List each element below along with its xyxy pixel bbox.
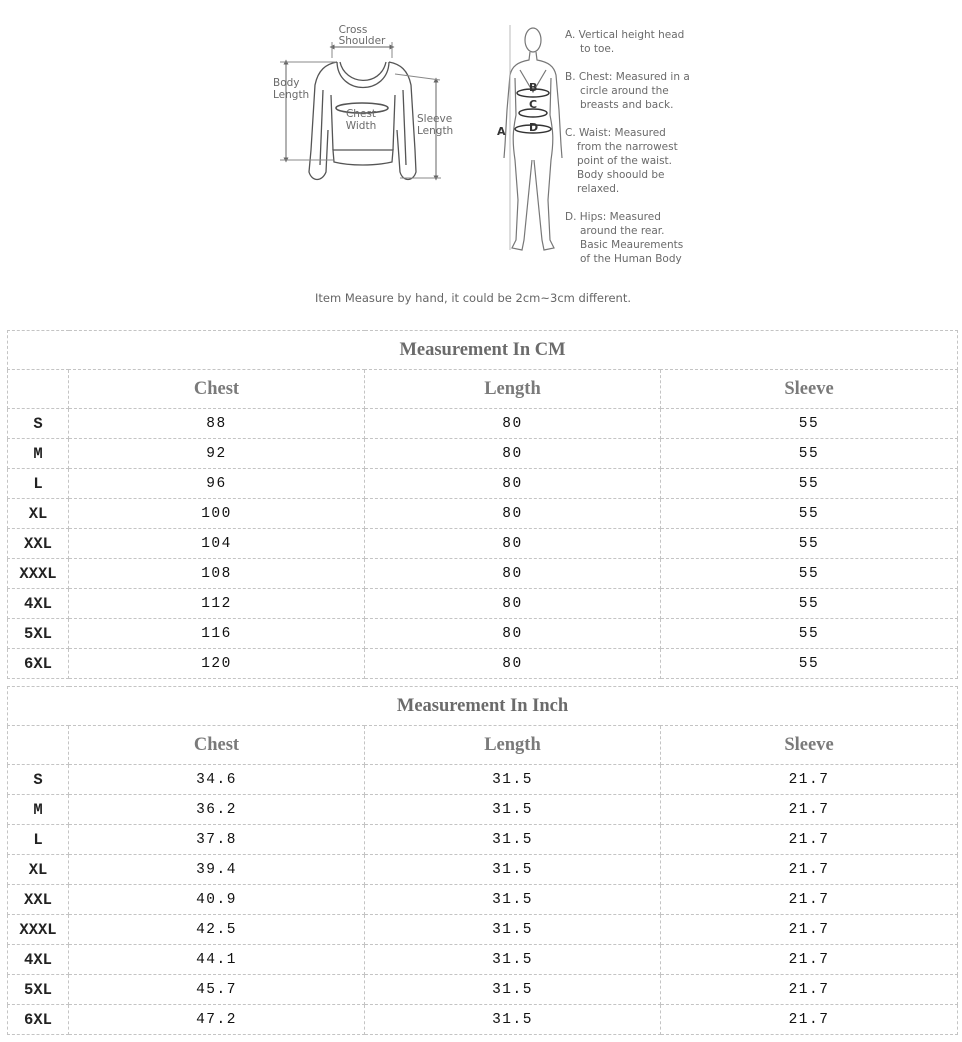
size-cell: 6XL (8, 1005, 69, 1035)
sleeve-cell: 55 (661, 499, 958, 529)
body-length-label-1: Body (273, 77, 300, 89)
note-c-4: Body shoould be (577, 169, 665, 181)
table-row (8, 795, 958, 825)
letter-c: C (529, 98, 538, 111)
note-d-1: D. Hips: Measured (565, 211, 661, 223)
note-c-1: C. Waist: Measured (565, 127, 666, 139)
table-row (8, 945, 958, 975)
length-cell: 80 (365, 439, 661, 469)
table-row (8, 915, 958, 945)
length-cell: 80 (365, 649, 661, 679)
chest-cell: 44.1 (69, 945, 365, 975)
chest-cell: 40.9 (69, 885, 365, 915)
note-c-3: point of the waist. (577, 155, 673, 167)
table-row (8, 469, 958, 499)
sleeve-cell: 21.7 (661, 915, 958, 945)
sleeve-cell: 55 (661, 529, 958, 559)
sleeve-cell: 21.7 (661, 885, 958, 915)
note-b-3: breasts and back. (580, 99, 674, 111)
chest-cell: 120 (69, 649, 365, 679)
table-title: Measurement In Inch (8, 687, 958, 726)
cm-table-body (8, 409, 958, 679)
header-chest: Chest (69, 726, 365, 765)
sleeve-cell: 55 (661, 439, 958, 469)
chest-cell: 96 (69, 469, 365, 499)
note-d-2: around the rear. (580, 225, 665, 237)
chest-cell: 34.6 (69, 765, 365, 795)
chest-cell: 92 (69, 439, 365, 469)
chest-cell: 112 (69, 589, 365, 619)
sleeve-length-label-1: Sleeve (417, 113, 453, 125)
chest-cell: 37.8 (69, 825, 365, 855)
note-a-1: A. Vertical height head (565, 29, 685, 41)
body-length-label-2: Length (273, 89, 310, 101)
note-b-1: B. Chest: Measured in a (565, 71, 690, 83)
cross-shoulder-label-1: Cross (338, 24, 368, 36)
corner-cell (8, 370, 69, 409)
sleeve-cell: 55 (661, 469, 958, 499)
size-cell: XL (8, 499, 69, 529)
table-row (8, 589, 958, 619)
size-cell: L (8, 825, 69, 855)
note-c-2: from the narrowest (577, 141, 678, 153)
table-row (8, 855, 958, 885)
chest-width-label-2: Width (345, 120, 377, 132)
length-cell: 80 (365, 469, 661, 499)
chest-cell: 42.5 (69, 915, 365, 945)
length-cell: 31.5 (365, 975, 661, 1005)
table-row (8, 1005, 958, 1035)
note-d-4: of the Human Body (580, 253, 682, 265)
sleeve-cell: 55 (661, 409, 958, 439)
size-cell: 5XL (8, 975, 69, 1005)
letter-d: D (529, 121, 539, 134)
note-a-2: to toe. (580, 43, 615, 55)
sleeve-cell: 55 (661, 559, 958, 589)
sleeve-cell: 55 (661, 619, 958, 649)
sleeve-length-label-2: Length (417, 125, 454, 137)
size-cell: M (8, 439, 69, 469)
header-sleeve: Sleeve (661, 370, 958, 409)
length-cell: 31.5 (365, 765, 661, 795)
table-row (8, 529, 958, 559)
table-row (8, 885, 958, 915)
header-sleeve: Sleeve (661, 726, 958, 765)
chest-cell: 100 (69, 499, 365, 529)
sleeve-cell: 21.7 (661, 945, 958, 975)
cross-shoulder-label-2: Shoulder (338, 35, 386, 47)
size-cell: XL (8, 855, 69, 885)
table-row (8, 439, 958, 469)
length-cell: 31.5 (365, 855, 661, 885)
chest-cell: 36.2 (69, 795, 365, 825)
letter-a: A (497, 125, 506, 138)
length-cell: 80 (365, 559, 661, 589)
table-row (8, 765, 958, 795)
length-cell: 80 (365, 619, 661, 649)
length-cell: 31.5 (365, 885, 661, 915)
length-cell: 80 (365, 409, 661, 439)
chest-cell: 39.4 (69, 855, 365, 885)
table-row (8, 825, 958, 855)
sleeve-cell: 21.7 (661, 855, 958, 885)
size-cell: 6XL (8, 649, 69, 679)
table-title: Measurement In CM (8, 331, 958, 370)
header-length: Length (365, 726, 661, 765)
sleeve-cell: 21.7 (661, 765, 958, 795)
sleeve-cell: 21.7 (661, 1005, 958, 1035)
chest-width-label-1: Chest (345, 108, 377, 120)
header-length: Length (365, 370, 661, 409)
note-c-5: relaxed. (577, 183, 620, 195)
chest-cell: 88 (69, 409, 365, 439)
note-d-3: Basic Meaurements (580, 239, 684, 251)
disclaimer-text: Item Measure by hand, it could be 2cm~3cm different. (314, 291, 632, 305)
size-cell: XXXL (8, 559, 69, 589)
table-row (8, 559, 958, 589)
table-row (8, 975, 958, 1005)
table-row (8, 499, 958, 529)
size-cell: 5XL (8, 619, 69, 649)
size-cell: S (8, 409, 69, 439)
inch-size-table (7, 686, 958, 1035)
header-chest: Chest (69, 370, 365, 409)
length-cell: 31.5 (365, 945, 661, 975)
sleeve-cell: 21.7 (661, 795, 958, 825)
chest-cell: 47.2 (69, 1005, 365, 1035)
size-cell: S (8, 765, 69, 795)
length-cell: 80 (365, 529, 661, 559)
size-cell: XXXL (8, 915, 69, 945)
sleeve-cell: 55 (661, 649, 958, 679)
length-cell: 31.5 (365, 1005, 661, 1035)
diagram-svg (0, 0, 962, 325)
chest-cell: 104 (69, 529, 365, 559)
size-cell: 4XL (8, 945, 69, 975)
chest-cell: 116 (69, 619, 365, 649)
size-cell: XXL (8, 529, 69, 559)
length-cell: 31.5 (365, 825, 661, 855)
table-row (8, 649, 958, 679)
sleeve-cell: 21.7 (661, 825, 958, 855)
measurement-diagram (0, 0, 962, 325)
sleeve-cell: 21.7 (661, 975, 958, 1005)
size-cell: XXL (8, 885, 69, 915)
chest-cell: 108 (69, 559, 365, 589)
body-figure (504, 28, 562, 250)
corner-cell (8, 726, 69, 765)
size-cell: M (8, 795, 69, 825)
body-notes (565, 29, 690, 265)
length-cell: 31.5 (365, 915, 661, 945)
length-cell: 31.5 (365, 795, 661, 825)
size-cell: L (8, 469, 69, 499)
cm-size-table (7, 330, 958, 679)
size-cell: 4XL (8, 589, 69, 619)
sleeve-cell: 55 (661, 589, 958, 619)
chest-cell: 45.7 (69, 975, 365, 1005)
letter-b: B (529, 81, 538, 94)
note-b-2: circle around the (580, 85, 669, 97)
length-cell: 80 (365, 499, 661, 529)
inch-table-body (8, 765, 958, 1035)
table-row (8, 409, 958, 439)
length-cell: 80 (365, 589, 661, 619)
table-row (8, 619, 958, 649)
